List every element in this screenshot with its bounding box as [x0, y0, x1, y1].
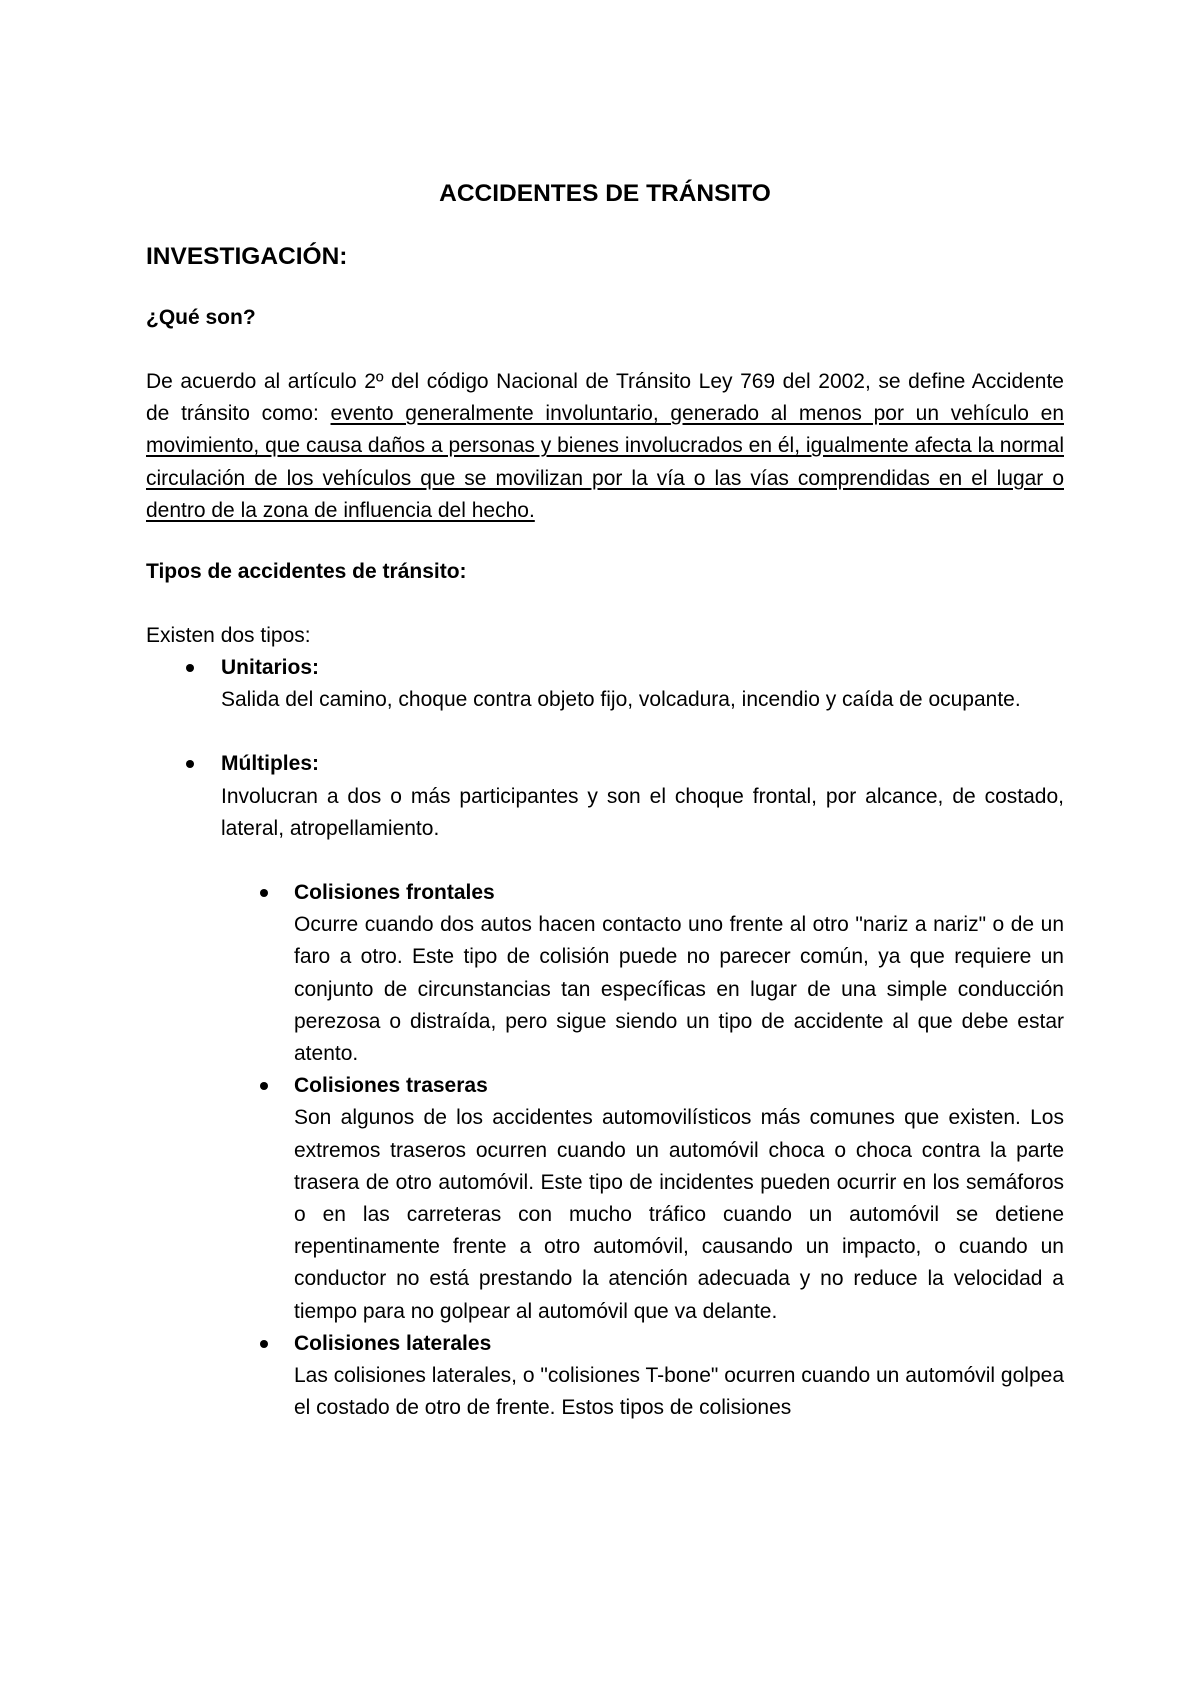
list-item	[146, 877, 1064, 1070]
document-content	[146, 178, 1064, 1424]
list-item	[146, 748, 1064, 1424]
bullet-icon	[260, 1082, 268, 1090]
list-item-title: Colisiones laterales	[294, 1331, 492, 1355]
document-title: ACCIDENTES DE TRÁNSITO	[439, 180, 771, 207]
list-item-title: Unitarios:	[221, 656, 320, 680]
subheading-que-son: ¿Qué son?	[146, 306, 256, 329]
list-item-body: Las colisiones laterales, o "colisiones T-bone" ocurren cuando un automóvil golpea el costado de otro de frente. Estos tipos de colisiones	[294, 1364, 1064, 1420]
bullet-icon	[186, 664, 194, 672]
bullet-icon	[186, 760, 194, 768]
definition-paragraph	[146, 366, 1064, 527]
list-item-title: Múltiples:	[221, 752, 319, 776]
list-item-body: Salida del camino, choque contra objeto fijo, volcadura, incendio y caída de ocupante.	[221, 688, 1021, 712]
types-intro: Existen dos tipos:	[146, 624, 311, 648]
list-item-body: Son algunos de los accidentes automovilísticos más comunes que existen. Los extremos traseros ocurren cuando un automóvil choca o choca contra la parte trasera de otro automóvil. Este tipo de incidentes pueden ocurrir en los semáforos o en las carreteras con mucho tráfico cuando un automóvil se detiene repentinamente frente a otro automóvil, causando un impacto, o cuando un conductor no está prestando la atención adecuada y no reduce la velocidad a tiempo para no golpear al automóvil que va delante.	[294, 1106, 1064, 1323]
types-list	[146, 652, 1064, 1424]
bullet-icon	[260, 889, 268, 897]
subheading-tipos: Tipos de accidentes de tránsito:	[146, 560, 467, 584]
bullet-icon	[260, 1340, 268, 1348]
section-heading-investigacion: INVESTIGACIÓN:	[146, 243, 348, 270]
list-item-title: Colisiones frontales	[294, 881, 495, 905]
list-item-body: Ocurre cuando dos autos hacen contacto uno frente al otro "nariz a nariz" o de un faro a otro. Este tipo de colisión puede no parecer común, ya que requiere un conjunto de circunstancias tan específicas en lugar de una simple conducción perezosa o distraída, pero sigue siendo un tipo de accidente al que debe estar atento.	[294, 913, 1064, 1066]
list-item	[146, 1328, 1064, 1425]
definition-intro-text: De acuerdo al artículo 2º del código Nacional de Tránsito Ley 769 del 2002, se define Accidente de tránsito como:	[146, 370, 1064, 426]
list-item	[146, 652, 1064, 716]
definition-underlined-text: evento generalmente involuntario, generado al menos por un vehículo en movimiento, que causa daños a personas y bienes involucrados en él, igualmente afecta la normal circulación de los vehículos que se movilizan por la vía o las vías comprendidas en el lugar o dentro de la zona de influencia del hecho.	[146, 402, 1064, 522]
list-item	[146, 1070, 1064, 1328]
collision-types-list	[221, 877, 1064, 1424]
list-item-title: Colisiones traseras	[294, 1074, 488, 1098]
list-item-body: Involucran a dos o más participantes y son el choque frontal, por alcance, de costado, lateral, atropellamiento.	[221, 784, 1064, 840]
